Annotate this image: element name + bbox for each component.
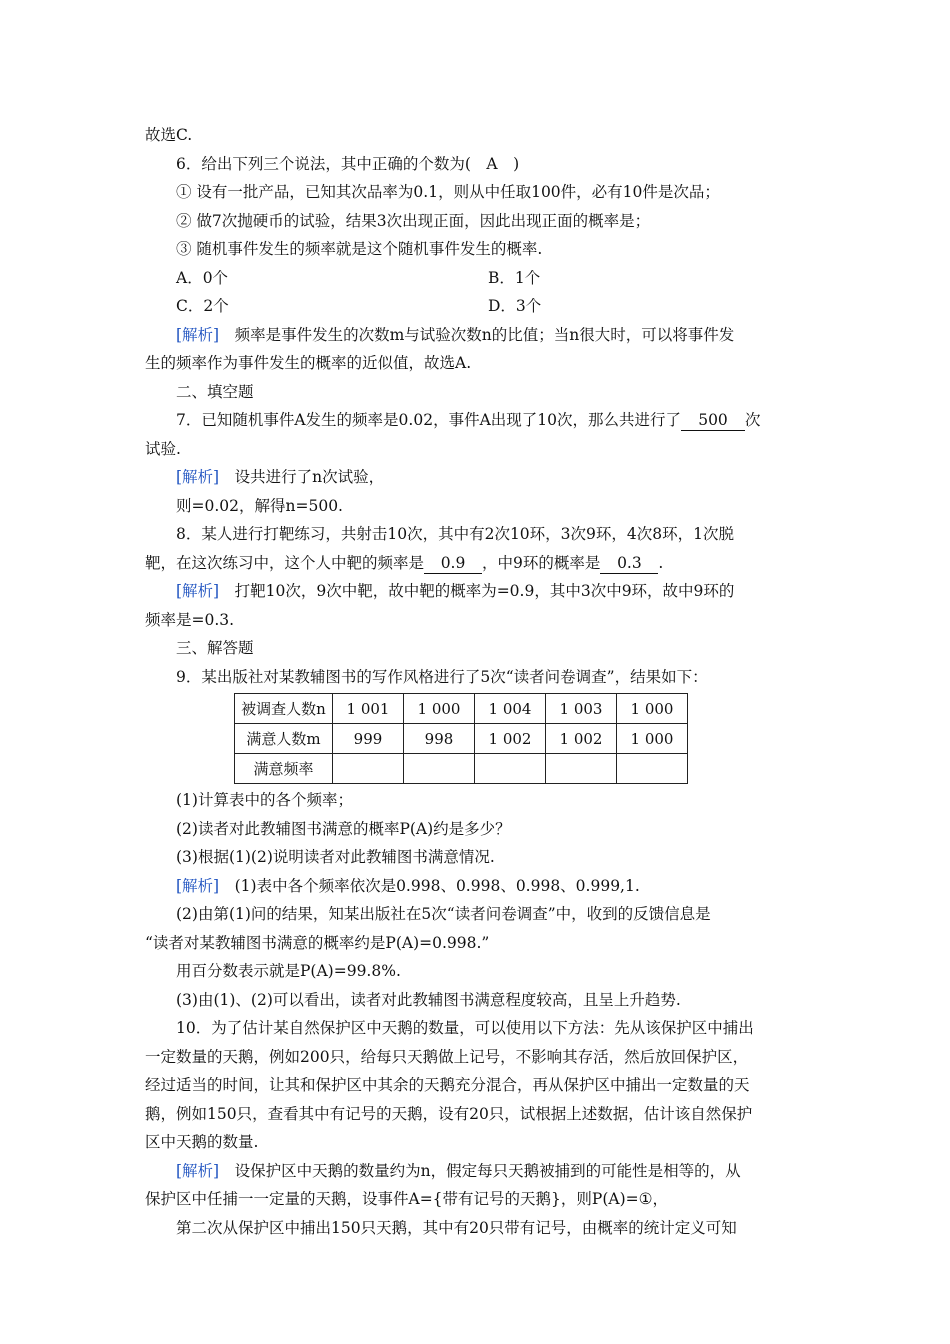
solution-6-line-1 bbox=[145, 321, 807, 350]
section-solve: 三、解答题 bbox=[176, 639, 254, 657]
solution-9-line-3: “读者对某教辅图书满意的概率约是P(A)=0.998.” bbox=[145, 933, 490, 952]
section-fill-blank: 二、填空题 bbox=[176, 382, 254, 401]
table-cell: 998 bbox=[404, 724, 475, 754]
table-cell bbox=[404, 754, 475, 784]
options-row-1 bbox=[145, 264, 807, 293]
question-7-line-2: 试验. bbox=[145, 439, 181, 458]
solution-8-line-1 bbox=[145, 577, 807, 606]
table-cell bbox=[333, 754, 404, 784]
table-cell: 被调查人数n bbox=[235, 694, 333, 724]
question-10-line-5: 区中天鹅的数量. bbox=[145, 1133, 259, 1151]
question-10-line-1: 10．为了估计某自然保护区中天鹅的数量，可以使用以下方法：先从该保护区中捕出 bbox=[176, 1019, 754, 1037]
solution-9-line-2: (2)由第(1)问的结果，知某出版社在5次“读者问卷调查”中，收到的反馈信息是 bbox=[176, 905, 711, 923]
question-text: 次 bbox=[745, 411, 761, 429]
solution-tag: [解析] bbox=[176, 325, 220, 344]
question-9-part-1: (1)计算表中的各个频率； bbox=[176, 791, 353, 809]
solution-text: 设保护区中天鹅的数量约为n，假定每只天鹅被捕到的可能性是相等的，从 bbox=[219, 1161, 741, 1180]
table-cell: 满意人数m bbox=[235, 724, 333, 754]
table-cell bbox=[475, 754, 546, 784]
solution-10-line-1 bbox=[145, 1157, 807, 1186]
question-10-line-2: 一定数量的天鹅，例如200只，给每只天鹅做上记号，不影响其存活，然后放回保护区， bbox=[145, 1047, 749, 1066]
solution-tag: [解析] bbox=[176, 582, 220, 600]
table-cell: 满意频率 bbox=[235, 754, 333, 784]
solution-text: 打靶10次，9次中靶，故中靶的概率为=0.9，其中3次中9环，故中9环的 bbox=[219, 582, 735, 600]
option-d: D．3个 bbox=[488, 297, 542, 315]
table-row bbox=[235, 724, 688, 754]
text-line: 故选C. bbox=[145, 126, 193, 144]
statement-2: ② 做7次抛硬币的试验，结果3次出现正面，因此出现正面的概率是； bbox=[176, 211, 651, 230]
option-b: B．1个 bbox=[488, 268, 541, 287]
question-9-part-3: (3)根据(1)(2)说明读者对此教辅图书满意情况. bbox=[176, 848, 495, 866]
question-text: . bbox=[658, 553, 664, 572]
question-7 bbox=[145, 406, 807, 435]
question-text: ，中9环的概率是 bbox=[482, 553, 601, 572]
solution-text: 设共进行了n次试验， bbox=[219, 468, 385, 486]
table-cell: 1 000 bbox=[617, 694, 688, 724]
solution-text: 频率是事件发生的次数m与试验次数n的比值；当n很大时，可以将事件发 bbox=[219, 325, 735, 344]
table-cell: 1 003 bbox=[546, 694, 617, 724]
solution-9-line-5: (3)由(1)、(2)可以看出，读者对此教辅图书满意程度较高，且呈上升趋势. bbox=[176, 990, 681, 1009]
statement-3: ③ 随机事件发生的频率就是这个随机事件发生的概率. bbox=[176, 240, 543, 258]
answer-blank: 0.9 bbox=[424, 554, 482, 574]
survey-table bbox=[234, 693, 688, 784]
question-8-line-1: 8．某人进行打靶练习，共射击10次，其中有2次10环，3次9环，4次8环，1次脱 bbox=[176, 525, 734, 543]
solution-tag: [解析] bbox=[176, 468, 220, 486]
solution-10-line-2: 保护区中任捕一一定量的天鹅，设事件A={带有记号的天鹅}，则P(A)=①， bbox=[145, 1190, 669, 1208]
table-cell bbox=[546, 754, 617, 784]
solution-text: (1)表中各个频率依次是0.998、0.998、0.998、0.999,1. bbox=[219, 876, 640, 895]
question-6: 6．给出下列三个说法，其中正确的个数为( A ) bbox=[176, 154, 520, 173]
question-9: 9．某出版社对某教辅图书的写作风格进行了5次“读者问卷调查”，结果如下： bbox=[176, 667, 708, 686]
table-cell: 1 002 bbox=[475, 724, 546, 754]
question-text: 靶，在这次练习中，这个人中靶的频率是 bbox=[145, 553, 425, 572]
question-8-line-2 bbox=[145, 549, 807, 578]
solution-6-line-2: 生的频率作为事件发生的概率的近似值，故选A. bbox=[145, 354, 472, 372]
table-cell: 1 004 bbox=[475, 694, 546, 724]
table-cell: 1 000 bbox=[404, 694, 475, 724]
table-cell: 1 002 bbox=[546, 724, 617, 754]
table-cell: 999 bbox=[333, 724, 404, 754]
statement-1: ① 设有一批产品，已知其次品率为0.1，则从中任取100件，必有10件是次品； bbox=[176, 183, 720, 201]
solution-8-line-2: 频率是=0.3. bbox=[145, 610, 235, 629]
question-text: 7．已知随机事件A发生的频率是0.02，事件A出现了10次，那么共进行了 bbox=[176, 411, 681, 429]
document-body bbox=[145, 121, 807, 1242]
solution-tag: [解析] bbox=[176, 876, 220, 895]
answer-blank: 500 bbox=[681, 411, 745, 431]
solution-9-line-1 bbox=[145, 872, 807, 901]
answer-blank: 0.3 bbox=[600, 554, 658, 574]
table-cell: 1 001 bbox=[333, 694, 404, 724]
option-c: C．2个 bbox=[176, 297, 229, 315]
table-cell: 1 000 bbox=[617, 724, 688, 754]
table-row bbox=[235, 754, 688, 784]
solution-10-line-3: 第二次从保护区中捕出150只天鹅，其中有20只带有记号，由概率的统计定义可知 bbox=[176, 1218, 737, 1237]
table-row bbox=[235, 694, 688, 724]
question-9-part-2: (2)读者对此教辅图书满意的概率P(A)约是多少？ bbox=[176, 819, 511, 838]
solution-9-line-4: 用百分数表示就是P(A)=99.8%. bbox=[176, 962, 401, 980]
question-10-line-3: 经过适当的时间，让其和保护区中其余的天鹅充分混合，再从保护区中捕出一定数量的天 bbox=[145, 1076, 750, 1094]
option-a: A．0个 bbox=[176, 268, 229, 287]
solution-tag: [解析] bbox=[176, 1161, 220, 1180]
table-cell bbox=[617, 754, 688, 784]
options-row-2 bbox=[145, 292, 807, 321]
question-10-line-4: 鹅，例如150只，查看其中有记号的天鹅，设有20只，试根据上述数据，估计该自然保护 bbox=[145, 1104, 753, 1123]
solution-7-line-1 bbox=[145, 463, 807, 492]
solution-7-line-2: 则=0.02，解得n=500. bbox=[176, 496, 343, 515]
